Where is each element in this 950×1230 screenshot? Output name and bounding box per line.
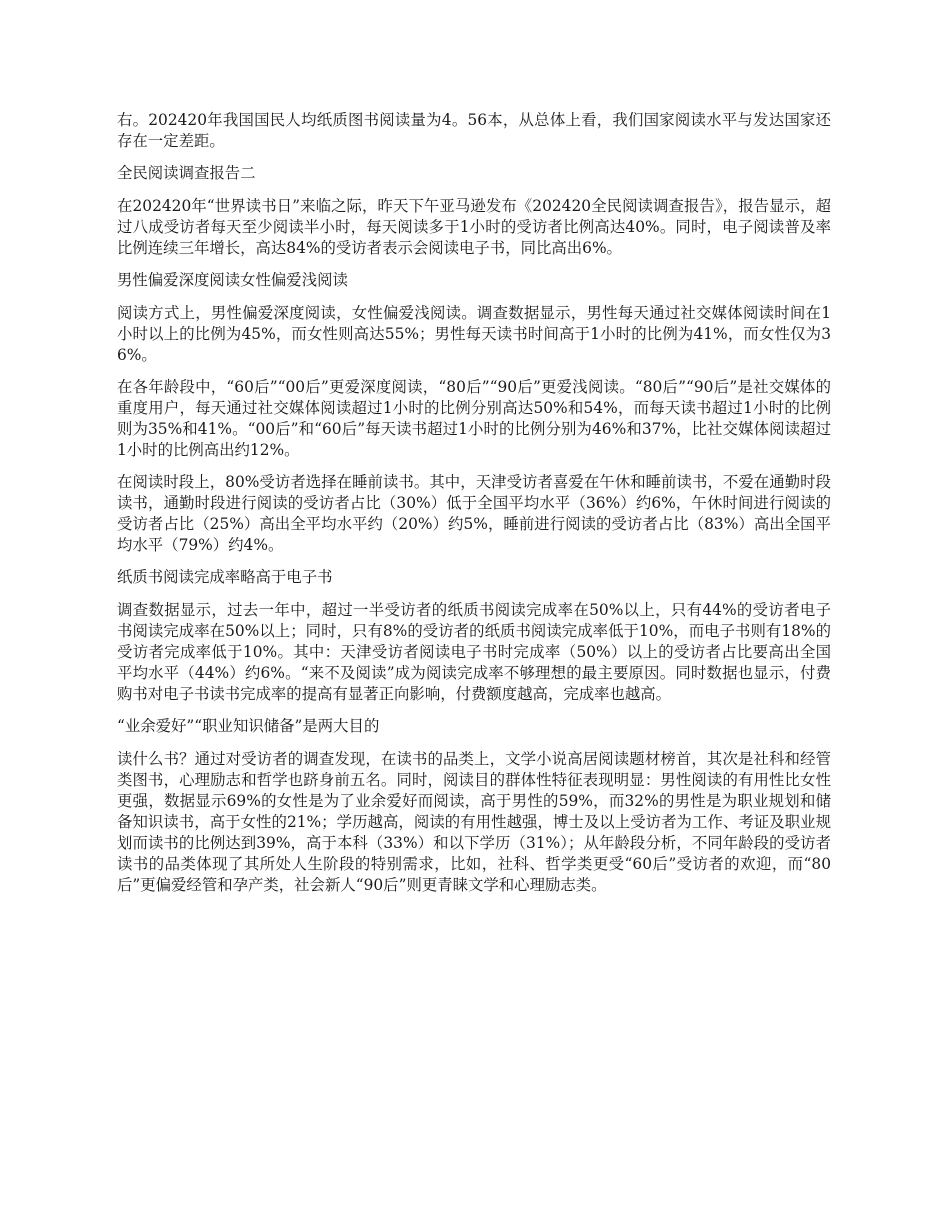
paragraph-reading-style: 阅读方式上，男性偏爱深度阅读，女性偏爱浅阅读。调查数据显示，男性每天通过社交媒体阅读时间在1小时以上的比例为45%，而女性则高达55%；男性每天读书时间高于1小时的比例为41%，而女性仅为36%。 xyxy=(117,304,831,364)
paragraph-reading-time: 在阅读时段上，80%受访者选择在睡前读书。其中，天津受访者喜爱在午休和睡前读书，不爱在通勤时段读书，通勤时段进行阅读的受访者占比（30%）低于全国平均水平（36%）约6%，午休时间进行阅读的受访者占比（25%）高出全平均水平约（20%）约5%，睡前进行阅读的受访者占比（83%）高出全国平均水平（79%）约4%。 xyxy=(117,473,831,554)
paragraph-amazon-survey: 在202420年“世界读书日”来临之际，昨天下午亚马逊发布《202420全民阅读调查报告》，报告显示，超过八成受访者每天至少阅读半小时，每天阅读多于1小时的受访者比例高达40%。同时，电子阅读普及率比例连续三年增长，高达84%的受访者表示会阅读电子书，同比高出6%。 xyxy=(117,197,831,257)
paragraph-reading-volume: 右。202420年我国国民人均纸质图书阅读量为4。56本，从总体上看，我们国家阅读水平与发达国家还存在一定差距。 xyxy=(117,111,831,150)
paragraph-age-groups: 在各年龄段中，“60后”“00后”更爱深度阅读，“80后”“90后”更爱浅阅读。“80后”“90后”是社交媒体的重度用户，每天通过社交媒体阅读超过1小时的比例分别高达50%和54%，而每天读书超过1小时的比例则为35%和41%。“00后”和“60后”每天读书超过1小时的比例分别为46%和37%，比社交媒体阅读超过1小时的比例高出约12%。 xyxy=(117,378,831,459)
section-heading-completion-rate: 纸质书阅读完成率略高于电子书 xyxy=(117,568,333,586)
section-heading-report-two: 全民阅读调查报告二 xyxy=(117,164,256,182)
paragraph-completion-data: 调查数据显示，过去一年中，超过一半受访者的纸质书阅读完成率在50%以上，只有44%的受访者电子书阅读完成率在50%以上；同时，只有8%的受访者的纸质书阅读完成率低于10%，而电子书则有18%的受访者完成率低于10%。其中：天津受访者阅读电子书时完成率（50%）以上的受访者占比要高出全国平均水平（44%）约6%。“来不及阅读”成为阅读完成率不够理想的最主要原因。同时数据也显示，付费购书对电子书读书完成率的提高有显著正向影响，付费额度越高，完成率也越高。 xyxy=(117,601,831,703)
section-heading-gender-reading: 男性偏爱深度阅读女性偏爱浅阅读 xyxy=(117,271,348,289)
paragraph-book-categories: 读什么书？通过对受访者的调查发现，在读书的品类上，文学小说高居阅读题材榜首，其次是社科和经管类图书，心理励志和哲学也跻身前五名。同时，阅读目的群体性特征表现明显：男性阅读的有用性比女性更强，数据显示69%的女性是为了业余爱好而阅读，高于男性的59%，而32%的男性是为职业规划和储备知识读书，高于女性的21%；学历越高，阅读的有用性越强，博士及以上受访者为工作、考证及职业规划而读书的比例达到39%，高于本科（33%）和以下学历（31%）；从年龄段分析，不同年龄段的受访者读书的品类体现了其所处人生阶段的特别需求，比如，社科、哲学类更受“60后”受访者的欢迎，而“80后”更偏爱经管和孕产类，社会新人“90后”则更青睐文学和心理励志类。 xyxy=(117,750,831,894)
document-body xyxy=(117,110,831,907)
section-heading-reading-purpose: “业余爱好”“职业知识储备”是两大目的 xyxy=(117,717,380,735)
